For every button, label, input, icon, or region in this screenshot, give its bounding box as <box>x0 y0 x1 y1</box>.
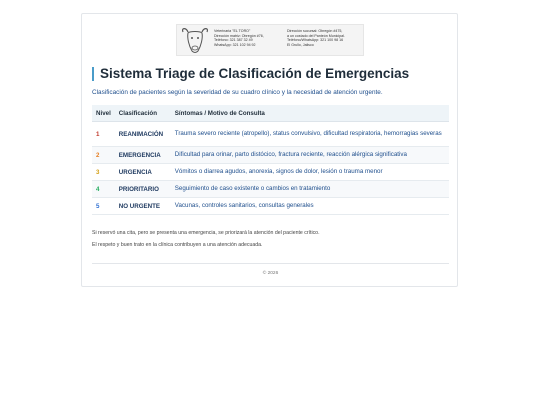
symptoms-cell: Vacunas, controles sanitarios, consultas generales <box>171 198 449 215</box>
triage-table <box>92 105 449 215</box>
level-cell: 4 <box>92 181 115 198</box>
symptoms-cell: Vómitos o diarrea agudos, anorexia, signos de dolor, lesión o trauma menor <box>171 164 449 181</box>
header-clasificacion: Clasificación <box>115 105 171 122</box>
title-accent <box>92 67 409 81</box>
intro-text: Clasificación de pacientes según la severidad de su cuadro clínico y la necesidad de atención urgente. <box>92 89 383 96</box>
letterhead-sucursal <box>287 29 345 47</box>
level-cell: 3 <box>92 164 115 181</box>
footer-copyright: © 2026 <box>262 271 279 276</box>
classification-cell: URGENCIA <box>115 164 171 181</box>
letterhead-logo <box>176 24 364 56</box>
level-cell: 5 <box>92 198 115 215</box>
letterhead-line: El Grullo, Jalisco <box>287 42 314 47</box>
letterhead-line: a un costado del Panteón Municipal. <box>287 33 345 38</box>
classification-cell: REANIMACIÓN <box>115 122 171 147</box>
table-row <box>92 198 449 215</box>
level-cell: 2 <box>92 147 115 164</box>
classification-cell: PRIORITARIO <box>115 181 171 198</box>
letterhead-matriz <box>214 29 264 47</box>
letterhead-line: Dirección sucursal: Obregón #475, <box>287 29 343 33</box>
classification-cell: NO URGENTE <box>115 198 171 215</box>
bull-head-icon <box>180 26 210 55</box>
footer-divider <box>92 263 449 264</box>
classification-cell: EMERGENCIA <box>115 147 171 164</box>
table-row <box>92 122 449 147</box>
level-cell: 1 <box>92 122 115 147</box>
content-card <box>81 13 458 287</box>
header-sintomas: Síntomas / Motivo de Consulta <box>171 105 449 122</box>
symptoms-cell: Trauma severo reciente (atropello), status convulsivo, dificultad respiratoria, hemorragias severas <box>171 122 449 147</box>
symptoms-cell: Seguimiento de caso existente o cambios en tratamiento <box>171 181 449 198</box>
letterhead-line: Teléfono/WhatsApp: 321 100 98 16 <box>287 38 344 43</box>
page-title: Sistema Triage de Clasificación de Emergencias <box>100 66 410 81</box>
letterhead-line: Teléfono: 321 387 32 49 <box>214 38 253 43</box>
symptoms-cell: Dificultad para orinar, parto distócico, fractura reciente, reacción alérgica significativa <box>171 147 449 164</box>
table-row <box>92 147 449 164</box>
header-nivel: Nivel <box>92 105 115 122</box>
letterhead-line: Veterinaria "EL TORO" <box>214 29 251 33</box>
letterhead-line: Dirección matriz: Obregón #76, <box>214 33 264 38</box>
table-header-row <box>92 105 449 122</box>
table-row <box>92 181 449 198</box>
table-row <box>92 164 449 181</box>
note-cita: Si reservó una cita, pero se presenta una emergencia, se priorizará la atención del paciente crítico. <box>92 230 320 236</box>
note-respeto: El respeto y buen trato en la clínica contribuyen a una atención adecuada. <box>92 242 263 248</box>
letterhead-line: WhatsApp: 321 102 94 92 <box>214 42 256 47</box>
